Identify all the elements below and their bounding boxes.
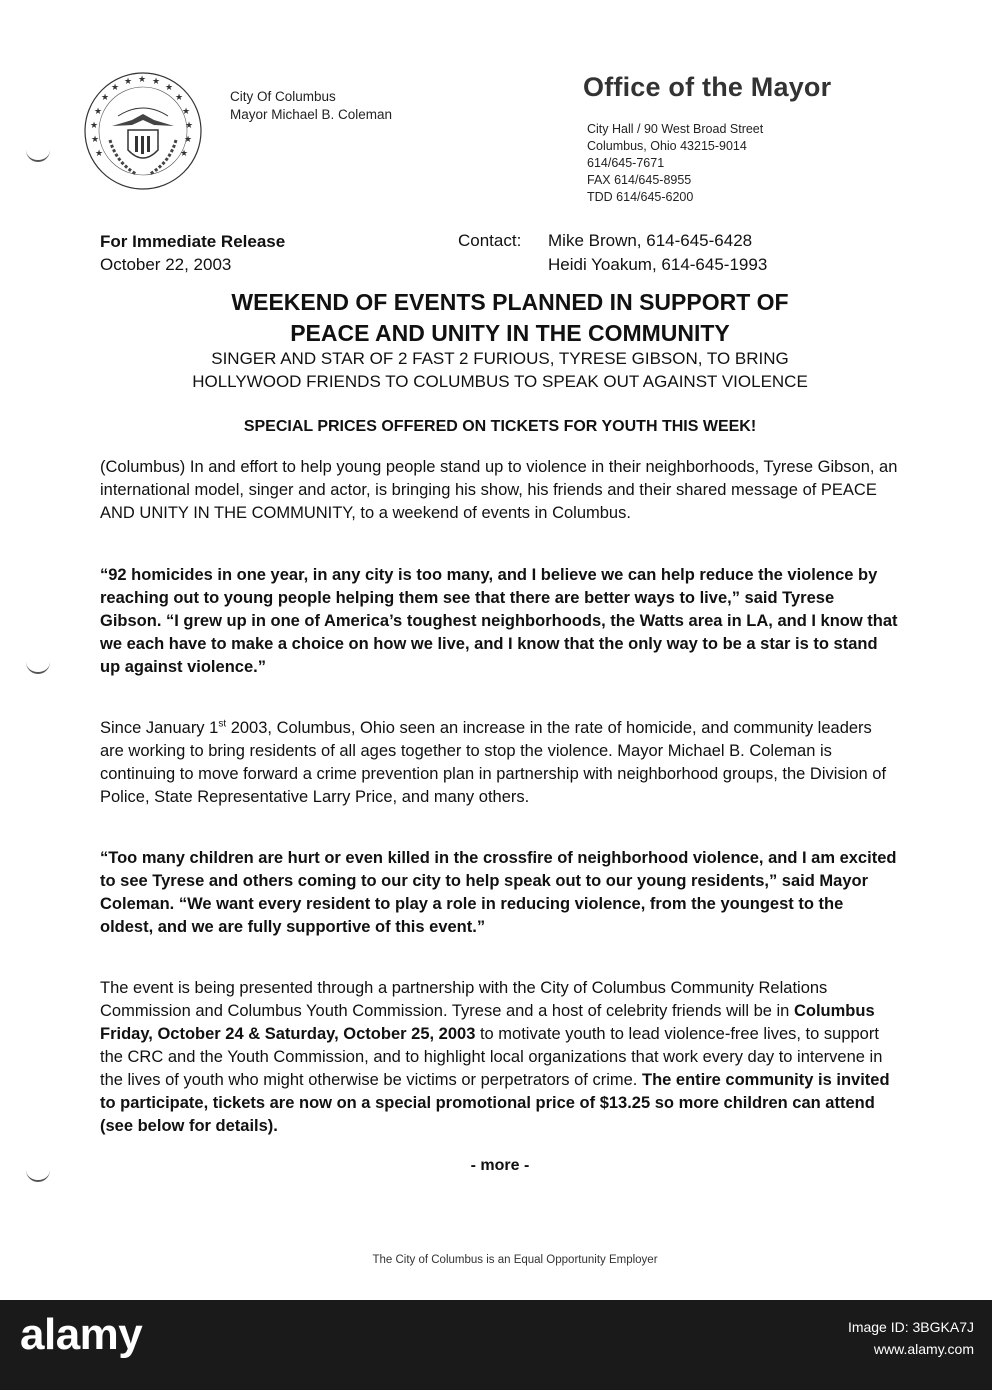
paragraph-event-details: [100, 977, 900, 1138]
contact-1: Mike Brown, 614-645-6428: [548, 231, 753, 250]
svg-text:★: ★: [184, 135, 193, 145]
contact-2: Heidi Yoakum, 614-645-1993: [548, 255, 768, 274]
fax-line: FAX 614/645-8955: [587, 173, 692, 187]
city-name: City Of Columbus: [230, 89, 336, 104]
paragraph-text: “Too many children are hurt or even killed in the crossfire of neighborhood violence, and I am excited to see Tyrese and others coming to our city to help speak out to our young residents,” said Mayor Coleman. “We want every resident to play a role in reducing violence, from the youngest to the oldest, and we are fully supportive of this event.”: [100, 849, 897, 936]
ordinal-suffix: st: [218, 718, 227, 730]
release-label: For Immediate Release: [100, 232, 286, 251]
watermark-url: www.alamy.com: [873, 1341, 974, 1357]
headline-line: PEACE AND UNITY IN THE COMMUNITY: [290, 320, 730, 346]
svg-text:★: ★: [182, 107, 191, 117]
watermark-image-id: Image ID: 3BGKA7J: [847, 1319, 974, 1335]
special-announcement: SPECIAL PRICES OFFERED ON TICKETS FOR YOUTH THIS WEEK!: [243, 418, 757, 435]
svg-text:★: ★: [185, 121, 194, 131]
punch-hole-mark: [26, 1166, 50, 1182]
headline-line: WEEKEND OF EVENTS PLANNED IN SUPPORT OF: [231, 289, 789, 315]
paragraph-intro: [100, 456, 900, 525]
release-info: [100, 230, 285, 276]
svg-text:★: ★: [152, 77, 161, 87]
svg-text:★: ★: [165, 83, 174, 93]
watermark-brand-logo: alamy: [20, 1310, 143, 1359]
subheadline-line: HOLLYWOOD FRIENDS TO COLUMBUS TO SPEAK OUT AGAINST VIOLENCE: [192, 372, 808, 391]
watermark-info: [848, 1316, 974, 1360]
contact-label: Contact:: [458, 231, 522, 250]
svg-text:★: ★: [111, 83, 120, 93]
paragraph-text: to motivate youth to lead violence-free lives, to support the CRC and the Youth Commission, and to highlight local organizations that work every day to intervene in the lives of youth who might otherwise be victims or perpetrators of crime.: [100, 1025, 883, 1089]
footer-eoe: The City of Columbus is an Equal Opportunity Employer: [372, 1254, 658, 1266]
svg-text:★: ★: [138, 75, 147, 85]
city-heading: [230, 88, 392, 124]
paragraph-text: “92 homicides in one year, in any city is too many, and I believe we can help reduce the violence by reaching out to young people helping them see that there are better ways to live,” said Tyrese Gibson. “I grew up in one of America’s toughest neighborhoods, the Watts area in LA, and I know that we each have to make a choice on how we live, and I know that the only way to be a star is to stand up against violence.”: [100, 566, 898, 676]
paragraph-gibson-quote: [100, 564, 900, 679]
office-title: Office of the Mayor: [583, 72, 832, 102]
punch-hole-mark: [26, 658, 50, 674]
svg-text:★: ★: [91, 135, 100, 145]
svg-text:★: ★: [180, 149, 189, 159]
watermark-bar: [0, 1300, 992, 1390]
svg-text:★: ★: [95, 149, 104, 159]
paragraph-text: (Columbus) In and effort to help young people stand up to violence in their neighborhoods, Tyrese Gibson, an international model, singer and actor, is bringing his show, his friends and their shared message of PEACE AND UNITY IN THE COMMUNITY, to a weekend of events in Columbus.: [100, 458, 898, 522]
paragraph-mayor-quote: [100, 847, 900, 939]
subheadline-line: SINGER AND STAR OF 2 FAST 2 FURIOUS, TYRESE GIBSON, TO BRING: [211, 349, 789, 368]
svg-text:★: ★: [175, 93, 184, 103]
paragraph-text: The event is being presented through a partnership with the City of Columbus Community Relations Commission and Columbus Youth Commission. Tyrese and a host of celebrity friends will be in: [100, 979, 828, 1020]
svg-text:★: ★: [90, 121, 99, 131]
event-dates: Columbus Friday, October 24 & Saturday, October 25, 2003: [100, 1002, 875, 1043]
svg-text:★: ★: [124, 77, 133, 87]
city-seal-logo: [82, 70, 204, 192]
tdd-line: TDD 614/645-6200: [587, 190, 694, 204]
continued-marker: - more -: [470, 1157, 530, 1174]
paragraph-text: 2003, Columbus, Ohio seen an increase in the rate of homicide, and community leaders are working to bring residents of all ages together to stop the violence. Mayor Michael B. Coleman is continuing to move forward a crime prevention plan in partnership with neighborhood groups, the Division of Police, State Representative Larry Price, and many others.: [100, 719, 887, 806]
punch-hole-mark: [26, 146, 50, 162]
headline: [110, 287, 910, 349]
office-address: [587, 121, 763, 206]
contact-info: [458, 229, 767, 277]
address-line: Columbus, Ohio 43215-9014: [587, 139, 747, 153]
release-date: October 22, 2003: [100, 255, 232, 274]
svg-text:★: ★: [94, 107, 103, 117]
paragraph-background: [100, 717, 900, 809]
address-line: City Hall / 90 West Broad Street: [587, 122, 764, 136]
paragraph-text: Since January 1: [100, 719, 219, 737]
subheadline: [100, 347, 900, 393]
phone-line: 614/645-7671: [587, 156, 665, 170]
mayor-name: Mayor Michael B. Coleman: [230, 107, 393, 122]
svg-text:★: ★: [101, 93, 110, 103]
invitation-text: The entire community is invited to participate, tickets are now on a special promotional price of $13.25 so more children can attend (see below for details).: [100, 1071, 890, 1135]
